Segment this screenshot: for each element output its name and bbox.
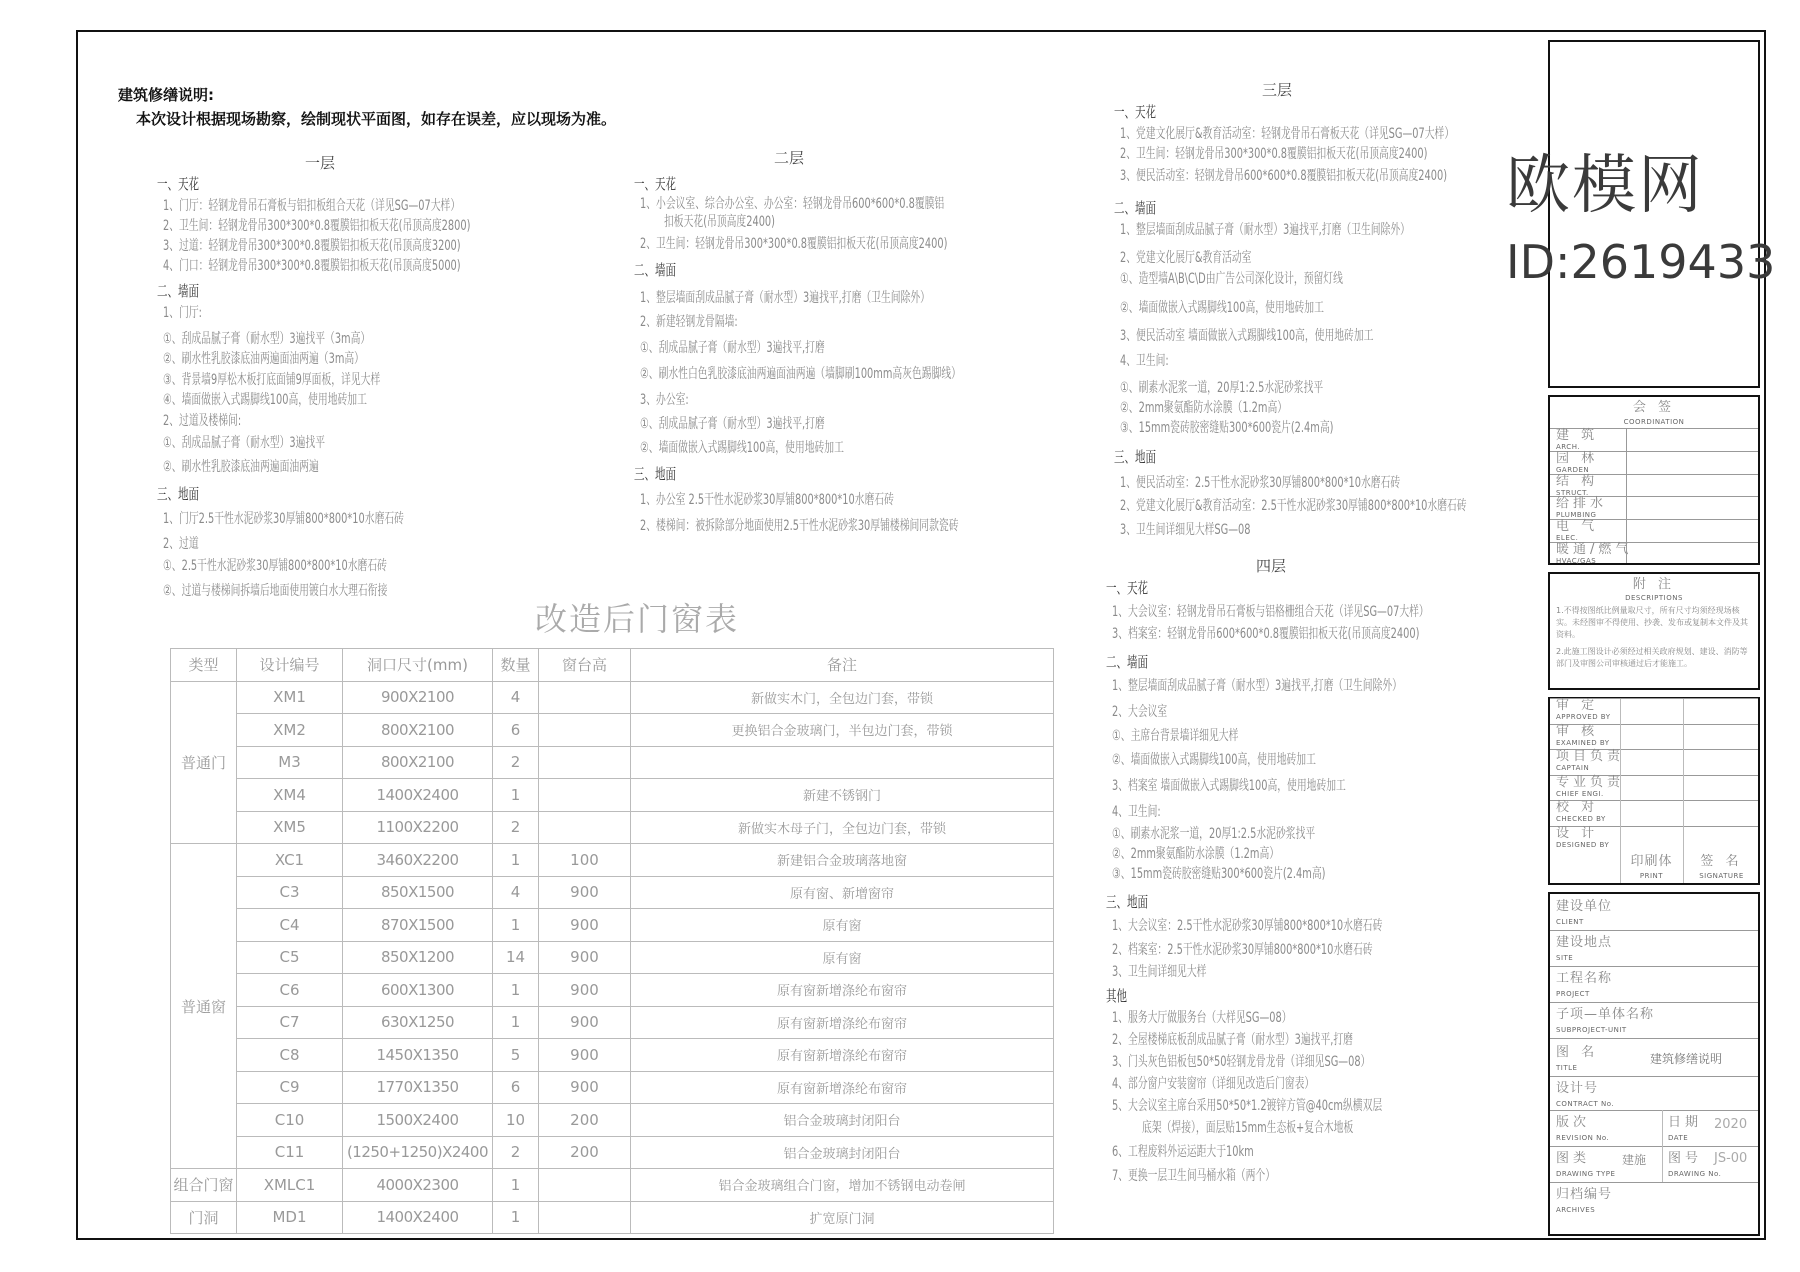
floor3-title: 三层 <box>1262 81 1293 99</box>
code-cell: XM1 <box>237 681 343 714</box>
note-line: ①、刮成品腻子膏（耐水型）3遍找平 <box>163 435 326 451</box>
note-line: 2、党建文化展厅&教育活动室：2.5干性水泥砂浆30厚铺800*800*10水磨石砖 <box>1120 498 1467 514</box>
code-cell: XM5 <box>237 811 343 844</box>
sill-height-cell: 200 <box>539 1104 631 1137</box>
note-line: 7、更换一层卫生间马桶水箱（两个） <box>1112 1168 1276 1184</box>
client-label: 建设单位 <box>1556 899 1613 914</box>
table-row <box>171 1039 1054 1072</box>
note-line: ①、刮成品腻子膏（耐水型）3遍找平,打磨 <box>640 340 825 356</box>
coordination-title: 会 签 <box>1632 400 1676 415</box>
code-cell: C5 <box>237 941 343 974</box>
column-header: 洞口尺寸(mm) <box>343 649 493 682</box>
sill-height-cell <box>539 746 631 779</box>
note-line: ②、刷水性乳胶漆底油两遍面油两遍（3m高） <box>163 351 364 367</box>
note-line: 2、新建轻钢龙骨隔墙: <box>640 314 738 330</box>
note-line: 3、档案室 墙面做嵌入式踢脚线100高，使用地砖加工 <box>1112 778 1346 794</box>
note-line: 1、办公室 2.5干性水泥砂浆30厚铺800*800*10水磨石砖 <box>640 492 894 508</box>
site-label-en: SITE <box>1556 954 1574 962</box>
type-cell: 组合门窗 <box>171 1169 237 1202</box>
size-cell: 1450X1350 <box>343 1039 493 1072</box>
title-block-label: 设 计 <box>1556 825 1599 841</box>
note-line: 2、过道及楼梯间: <box>163 413 242 429</box>
intro-title: 建筑修缮说明: <box>118 86 214 104</box>
note-line: 1、党建文化展厅&教育活动室：轻钢龙骨吊石膏板天花（详见SG—07大样） <box>1120 126 1455 142</box>
quantity-cell: 6 <box>493 1071 539 1104</box>
title-block-label: 审 核 <box>1556 723 1599 739</box>
title-block-label: 专业负责 <box>1556 774 1625 790</box>
drawing-type-value: 建施 <box>1622 1153 1647 1167</box>
sill-height-cell: 900 <box>539 974 631 1007</box>
title-block-label: 园 林 <box>1556 450 1599 466</box>
quantity-cell: 6 <box>493 714 539 747</box>
quantity-cell: 1 <box>493 1006 539 1039</box>
remark-cell: 原有窗、新增窗帘 <box>631 876 1054 909</box>
divider <box>1662 1110 1663 1182</box>
note-line: ①、主席台背景墙详细见大样 <box>1112 728 1239 744</box>
note-line: 3、档案室：轻钢龙骨吊600*600*0.8覆膜铝扣板天花(吊顶高度2400) <box>1112 626 1420 642</box>
title-block-label: 审 定 <box>1556 698 1599 713</box>
note-line: 2、档案室：2.5干性水泥砂浆30厚铺800*800*10水磨石砖 <box>1112 942 1373 958</box>
size-cell: 1100X2200 <box>343 811 493 844</box>
remark-cell: 扩宽原门洞 <box>631 1201 1054 1234</box>
note-line: 扣板天花(吊顶高度2400) <box>664 214 775 230</box>
note-line: 1、整层墙面刮成品腻子膏（耐水型）3遍找平,打磨（卫生间除外） <box>1112 678 1402 694</box>
note-line: 2、卫生间：轻钢龙骨吊300*300*0.8覆膜铝扣板天花(吊顶高度2400) <box>640 236 948 252</box>
table-row <box>171 746 1054 779</box>
site-label: 建设地点 <box>1556 935 1613 950</box>
remark-cell: 新建不锈钢门 <box>631 779 1054 812</box>
note-line: ②、过道与楼梯间拆墙后地面使用镀白水大理石衔接 <box>163 583 388 599</box>
sill-height-cell: 900 <box>539 909 631 942</box>
size-cell: 1400X2400 <box>343 1201 493 1234</box>
remark-cell <box>631 746 1054 779</box>
sill-height-cell: 900 <box>539 1071 631 1104</box>
type-cell: 普通窗 <box>171 844 237 1169</box>
note-line: 1、门厅：轻钢龙骨吊石膏板与铝扣板组合天花（详见SG—07大样） <box>163 198 461 214</box>
door-window-table-title: 改造后门窗表 <box>535 600 740 638</box>
title-label-en: TITLE <box>1556 1064 1578 1072</box>
note-line: 3、办公室: <box>640 392 689 408</box>
sill-height-cell <box>539 811 631 844</box>
drawing-title-value: 建筑修缮说明 <box>1650 1052 1723 1066</box>
sill-height-cell <box>539 714 631 747</box>
note-line: 1、便民活动室：2.5干性水泥砂浆30厚铺800*800*10水磨石砖 <box>1120 475 1401 491</box>
code-cell: M3 <box>237 746 343 779</box>
title-block-label-en: ARCH. <box>1556 443 1581 451</box>
description-item: 1.不得按图纸比例量取尺寸，所有尺寸均须经现场核实。未经图审不得使用、抄袭、发布或复制本文件及其资料。 <box>1556 606 1748 639</box>
code-cell: C6 <box>237 974 343 1007</box>
project-info-box <box>1548 892 1760 1236</box>
title-block-label-en: PLUMBING <box>1556 511 1597 520</box>
project-label-en: PROJECT <box>1556 990 1590 998</box>
remark-cell: 更换铝合金玻璃门，半包边门套，带锁 <box>631 714 1054 747</box>
signature-label-en: SIGNATURE <box>1699 872 1744 880</box>
drawing-type-label-en: DRAWING TYPE <box>1556 1170 1616 1178</box>
remark-cell: 原有窗新增涤纶布窗帘 <box>631 1039 1054 1072</box>
note-line: 1、大会议室：轻钢龙骨吊石膏板与铝格栅组合天花（详见SG—07大样） <box>1112 604 1429 620</box>
table-header-row <box>171 649 1054 682</box>
sill-height-cell: 200 <box>539 1136 631 1169</box>
sill-height-cell: 900 <box>539 1039 631 1072</box>
note-line: 1、整层墙面刮成品腻子膏（耐水型）3遍找平,打磨（卫生间除外） <box>640 290 930 306</box>
size-cell: 1770X1350 <box>343 1071 493 1104</box>
size-cell: 900X2100 <box>343 681 493 714</box>
sill-height-cell <box>539 1201 631 1234</box>
date-value: 2020 <box>1714 1117 1748 1132</box>
note-line: ④、墙面做嵌入式踢脚线100高，使用地砖加工 <box>163 392 367 408</box>
section-heading: 二、墙面 <box>157 282 200 300</box>
note-line: 2、全屋楼梯底板刮成品腻子膏（耐水型）3遍找平,打磨 <box>1112 1032 1353 1048</box>
table-row <box>171 1201 1054 1234</box>
door-window-table <box>170 648 1054 1234</box>
remark-cell: 铝合金玻璃组合门窗，增加不锈钢电动卷闸 <box>631 1169 1054 1202</box>
title-block-label-en: CHIEF ENGI. <box>1556 789 1604 798</box>
note-line: 2、卫生间：轻钢龙骨吊300*300*0.8覆膜铝扣板天花(吊顶高度2400) <box>1120 146 1428 162</box>
drawing-type-label: 图类 <box>1556 1151 1591 1166</box>
note-line: ②、墙面做嵌入式踢脚线100高，使用地砖加工 <box>640 440 844 456</box>
size-cell: 800X2100 <box>343 746 493 779</box>
note-line: 4、部分窗户安装窗帘（详细见改造后门窗表） <box>1112 1076 1315 1092</box>
archives-label: 归档编号 <box>1556 1187 1613 1202</box>
note-line: 2、楼梯间：被拆除部分地面使用2.5干性水泥砂浆30厚铺楼梯间同款瓷砖 <box>640 518 959 534</box>
remark-cell: 铝合金玻璃封闭阳台 <box>631 1136 1054 1169</box>
size-cell: 850X1200 <box>343 941 493 974</box>
remark-cell: 原有窗新增涤纶布窗帘 <box>631 974 1054 1007</box>
sill-height-cell: 900 <box>539 941 631 974</box>
table-row <box>171 941 1054 974</box>
table-row <box>171 844 1054 877</box>
column-header: 类型 <box>171 649 237 682</box>
remark-cell: 新建铝合金玻璃落地窗 <box>631 844 1054 877</box>
sill-height-cell <box>539 1169 631 1202</box>
size-cell: 1400X2400 <box>343 779 493 812</box>
column-header: 数量 <box>493 649 539 682</box>
note-line: ②、墙面做嵌入式踢脚线100高，使用地砖加工 <box>1112 752 1316 768</box>
note-line: ②、墙面做嵌入式踢脚线100高，使用地砖加工 <box>1120 300 1324 316</box>
quantity-cell: 1 <box>493 779 539 812</box>
column-header: 备注 <box>631 649 1054 682</box>
title-block-label: 校 对 <box>1556 800 1599 815</box>
note-line: ②、2mm聚氨酯防水涂膜（1.2m高） <box>1120 400 1288 416</box>
signature-label: 签 名 <box>1700 854 1743 869</box>
note-line: ③、15mm瓷砖胶密缝贴300*600瓷片(2.4m高) <box>1112 866 1326 882</box>
note-line: ②、2mm聚氨酯防水涂膜（1.2m高） <box>1112 846 1280 862</box>
subproject-label-en: SUBPROJECT-UNIT <box>1556 1026 1627 1034</box>
note-line: ①、刮成品腻子膏（耐水型）3遍找平（3m高） <box>163 331 371 347</box>
table-row <box>171 1136 1054 1169</box>
table-row <box>171 681 1054 714</box>
floor2-title: 二层 <box>774 149 805 167</box>
sill-height-cell <box>539 681 631 714</box>
table-row <box>171 974 1054 1007</box>
note-line: 1、整层墙面刮成品腻子膏（耐水型）3遍找平,打磨（卫生间除外） <box>1120 222 1410 238</box>
contract-label: 设计号 <box>1556 1081 1599 1096</box>
note-line: 1、大会议室：2.5干性水泥砂浆30厚铺800*800*10水磨石砖 <box>1112 918 1383 934</box>
note-line: 4、门口：轻钢龙骨吊300*300*0.8覆膜铝扣板天花(吊顶高度5000) <box>163 258 461 274</box>
title-block-label-en: GARDEN <box>1556 465 1590 474</box>
signature-box <box>1548 697 1760 885</box>
drawing-no-label: 图号 <box>1668 1151 1703 1166</box>
note-line: 4、卫生间: <box>1120 353 1169 369</box>
note-line: 3、门头灰色铝板包50*50轻钢龙骨龙骨（详细见SG—08） <box>1112 1054 1371 1070</box>
section-heading: 三、地面 <box>157 485 200 503</box>
quantity-cell: 10 <box>493 1104 539 1137</box>
section-heading: 三、地面 <box>1106 893 1149 911</box>
remark-cell: 原有窗 <box>631 909 1054 942</box>
client-label-en: CLIENT <box>1556 918 1584 926</box>
quantity-cell: 1 <box>493 844 539 877</box>
note-line: 2、党建文化展厅&教育活动室 <box>1120 250 1252 266</box>
remark-cell: 原有窗 <box>631 941 1054 974</box>
size-cell: 850X1500 <box>343 876 493 909</box>
type-cell: 门洞 <box>171 1201 237 1234</box>
note-line: 3、过道：轻钢龙骨吊300*300*0.8覆膜铝扣板天花(吊顶高度3200) <box>163 238 461 254</box>
code-cell: XM4 <box>237 779 343 812</box>
note-line: 3、卫生间详细见大样SG—08 <box>1120 522 1251 538</box>
table-row <box>171 909 1054 942</box>
code-cell: C10 <box>237 1104 343 1137</box>
section-heading: 二、墙面 <box>1114 199 1157 217</box>
revision-label-en: REVISION No. <box>1556 1134 1610 1142</box>
quantity-cell: 4 <box>493 876 539 909</box>
note-line: 底架（焊接），面层贴15mm生态板+复合木地板 <box>1142 1120 1354 1136</box>
quantity-cell: 4 <box>493 681 539 714</box>
note-line: ①、刷素水泥浆一道，20厚1:2.5水泥砂浆找平 <box>1112 826 1316 842</box>
code-cell: C11 <box>237 1136 343 1169</box>
note-line: 3、便民活动室 墙面做嵌入式踢脚线100高，使用地砖加工 <box>1120 328 1374 344</box>
size-cell: 630X1250 <box>343 1006 493 1039</box>
note-line: 2、过道 <box>163 536 199 552</box>
note-line: 3、卫生间详细见大样 <box>1112 964 1207 980</box>
table-row <box>171 1104 1054 1137</box>
section-heading: 一、天花 <box>1114 103 1157 121</box>
print-label-en: PRINT <box>1639 872 1664 880</box>
size-cell: 1500X2400 <box>343 1104 493 1137</box>
archives-label-en: ARCHIVES <box>1556 1206 1596 1214</box>
code-cell: C8 <box>237 1039 343 1072</box>
sill-height-cell: 900 <box>539 1006 631 1039</box>
quantity-cell: 1 <box>493 909 539 942</box>
quantity-cell: 1 <box>493 1201 539 1234</box>
remark-cell: 新做实木门，全包边门套，带锁 <box>631 681 1054 714</box>
note-line: ①、造型墙A\B\C\D由广告公司深化设计，预留灯线 <box>1120 271 1343 287</box>
table-row <box>171 1169 1054 1202</box>
code-cell: C3 <box>237 876 343 909</box>
table-row <box>171 876 1054 909</box>
note-line: 5、大会议室主席台采用50*50*1.2镀锌方管@40cm纵横双层 <box>1112 1098 1383 1114</box>
watermark-brand: 欧模网 <box>1506 149 1704 223</box>
floor1-title: 一层 <box>305 154 336 172</box>
title-label: 图 名 <box>1556 1045 1599 1060</box>
drawing-no-value: JS-00 <box>1714 1151 1748 1166</box>
section-heading: 二、墙面 <box>634 261 677 279</box>
size-cell: 800X2100 <box>343 714 493 747</box>
coordination-box <box>1548 395 1760 565</box>
title-block-label-en: ELEC. <box>1556 534 1579 543</box>
revision-label: 版次 <box>1556 1115 1591 1130</box>
quantity-cell: 1 <box>493 974 539 1007</box>
remark-cell: 铝合金玻璃封闭阳台 <box>631 1104 1054 1137</box>
code-cell: C4 <box>237 909 343 942</box>
note-line: ①、刮成品腻子膏（耐水型）3遍找平,打磨 <box>640 416 825 432</box>
note-line: ③、背景墙9厚松木板打底面铺9厚面板，详见大样 <box>163 372 381 388</box>
note-line: ③、15mm瓷砖胶密缝贴300*600瓷片(2.4m高) <box>1120 420 1334 436</box>
date-label: 日期 <box>1668 1115 1703 1130</box>
size-cell: 3460X2200 <box>343 844 493 877</box>
sill-height-cell: 100 <box>539 844 631 877</box>
note-line: 3、便民活动室：轻钢龙骨吊600*600*0.8覆膜铝扣板天花(吊顶高度2400) <box>1120 168 1448 184</box>
column-header: 设计编号 <box>237 649 343 682</box>
contract-label-en: CONTRACT No. <box>1556 1100 1615 1108</box>
title-block-label-en: EXAMINED BY <box>1556 738 1610 747</box>
title-block-label-en: HVAC/GAS <box>1556 557 1597 565</box>
descriptions-title: 附 注 <box>1632 577 1676 592</box>
descriptions-box <box>1548 572 1760 690</box>
section-heading: 一、天花 <box>157 175 200 193</box>
section-heading: 二、墙面 <box>1106 653 1149 671</box>
title-block-label: 建 筑 <box>1556 428 1599 443</box>
title-block-label-en: STRUCT. <box>1556 488 1589 497</box>
table-row <box>171 779 1054 812</box>
description-item: 2.此施工图设计必须经过相关政府规划、建设、消防等部门及审图公司审核通过后才能施工。 <box>1556 647 1748 668</box>
title-block-label: 给排水 <box>1556 496 1608 512</box>
note-line: 1、门厅: <box>163 305 202 321</box>
section-heading: 一、天花 <box>634 175 677 193</box>
quantity-cell: 2 <box>493 1136 539 1169</box>
note-line: ①、2.5干性水泥砂浆30厚铺800*800*10水磨石砖 <box>163 558 387 574</box>
remark-cell: 新做实木母子门，全包边门套，带锁 <box>631 811 1054 844</box>
note-line: 1、门厅2.5干性水泥砂浆30厚铺800*800*10水磨石砖 <box>163 511 404 527</box>
print-label: 印刷体 <box>1630 854 1673 869</box>
project-label: 工程名称 <box>1556 971 1613 986</box>
sill-height-cell <box>539 779 631 812</box>
quantity-cell: 2 <box>493 811 539 844</box>
subproject-label: 子项—单体名称 <box>1556 1007 1655 1022</box>
sill-height-cell: 900 <box>539 876 631 909</box>
table-row <box>171 1006 1054 1039</box>
note-line: 2、大会议室 <box>1112 704 1168 720</box>
quantity-cell: 2 <box>493 746 539 779</box>
note-line: ②、刷水性乳胶漆底油两遍面油两遍 <box>163 459 319 475</box>
floor4-title: 四层 <box>1256 557 1287 575</box>
table-row <box>171 811 1054 844</box>
size-cell: 870X1500 <box>343 909 493 942</box>
section-heading: 其他 <box>1106 987 1128 1005</box>
note-line: 1、小会议室、综合办公室、办公室：轻钢龙骨吊600*600*0.8覆膜铝 <box>640 196 945 212</box>
size-cell: 4000X2300 <box>343 1169 493 1202</box>
section-heading: 一、天花 <box>1106 579 1149 597</box>
quantity-cell: 1 <box>493 1169 539 1202</box>
code-cell: MD1 <box>237 1201 343 1234</box>
title-block-label: 项目负责 <box>1556 749 1625 764</box>
title-block-label: 电 气 <box>1556 519 1599 535</box>
drawing-no-label-en: DRAWING No. <box>1668 1170 1722 1178</box>
note-line: 6、工程废料外运运距大于10km <box>1112 1144 1254 1160</box>
quantity-cell: 5 <box>493 1039 539 1072</box>
code-cell: XMLC1 <box>237 1169 343 1202</box>
note-line: 1、服务大厅做服务台（大样见SG—08） <box>1112 1010 1292 1026</box>
code-cell: C9 <box>237 1071 343 1104</box>
remark-cell: 原有窗新增涤纶布窗帘 <box>631 1006 1054 1039</box>
section-heading: 三、地面 <box>1114 448 1157 466</box>
title-block-label-en: DESIGNED BY <box>1556 840 1610 849</box>
section-heading: 三、地面 <box>634 465 677 483</box>
code-cell: C7 <box>237 1006 343 1039</box>
code-cell: XC1 <box>237 844 343 877</box>
note-line: ②、刷水性白色乳胶漆底油两遍面油两遍（墙脚刷100mm高灰色踢脚线） <box>640 366 961 382</box>
size-cell: (1250+1250)X2400 <box>343 1136 493 1169</box>
remark-cell: 原有窗新增涤纶布窗帘 <box>631 1071 1054 1104</box>
watermark-id: ID:2619433 <box>1506 235 1776 289</box>
quantity-cell: 14 <box>493 941 539 974</box>
note-line: ①、刷素水泥浆一道，20厚1:2.5水泥砂浆找平 <box>1120 380 1324 396</box>
title-block-label-en: APPROVED BY <box>1556 713 1611 721</box>
date-label-en: DATE <box>1668 1134 1689 1142</box>
type-cell: 普通门 <box>171 681 237 844</box>
code-cell: XM2 <box>237 714 343 747</box>
intro-text: 本次设计根据现场勘察，绘制现状平面图，如存在误差，应以现场为准。 <box>136 110 617 128</box>
title-block-label-en: CHECKED BY <box>1556 815 1606 823</box>
title-block-label: 暖通/燃气 <box>1556 542 1633 557</box>
note-line: 2、卫生间：轻钢龙骨吊300*300*0.8覆膜铝扣板天花(吊顶高度2800) <box>163 218 471 234</box>
title-block-label: 结 构 <box>1556 473 1599 489</box>
table-row <box>171 714 1054 747</box>
divider <box>1626 428 1627 563</box>
column-header: 窗台高 <box>539 649 631 682</box>
note-line: 4、卫生间: <box>1112 804 1161 820</box>
table-row <box>171 1071 1054 1104</box>
coordination-title-en: COORDINATION <box>1623 418 1685 426</box>
size-cell: 600X1300 <box>343 974 493 1007</box>
descriptions-title-en: DESCRIPTIONS <box>1625 594 1683 602</box>
title-block-label-en: CAPTAIN <box>1556 764 1590 772</box>
